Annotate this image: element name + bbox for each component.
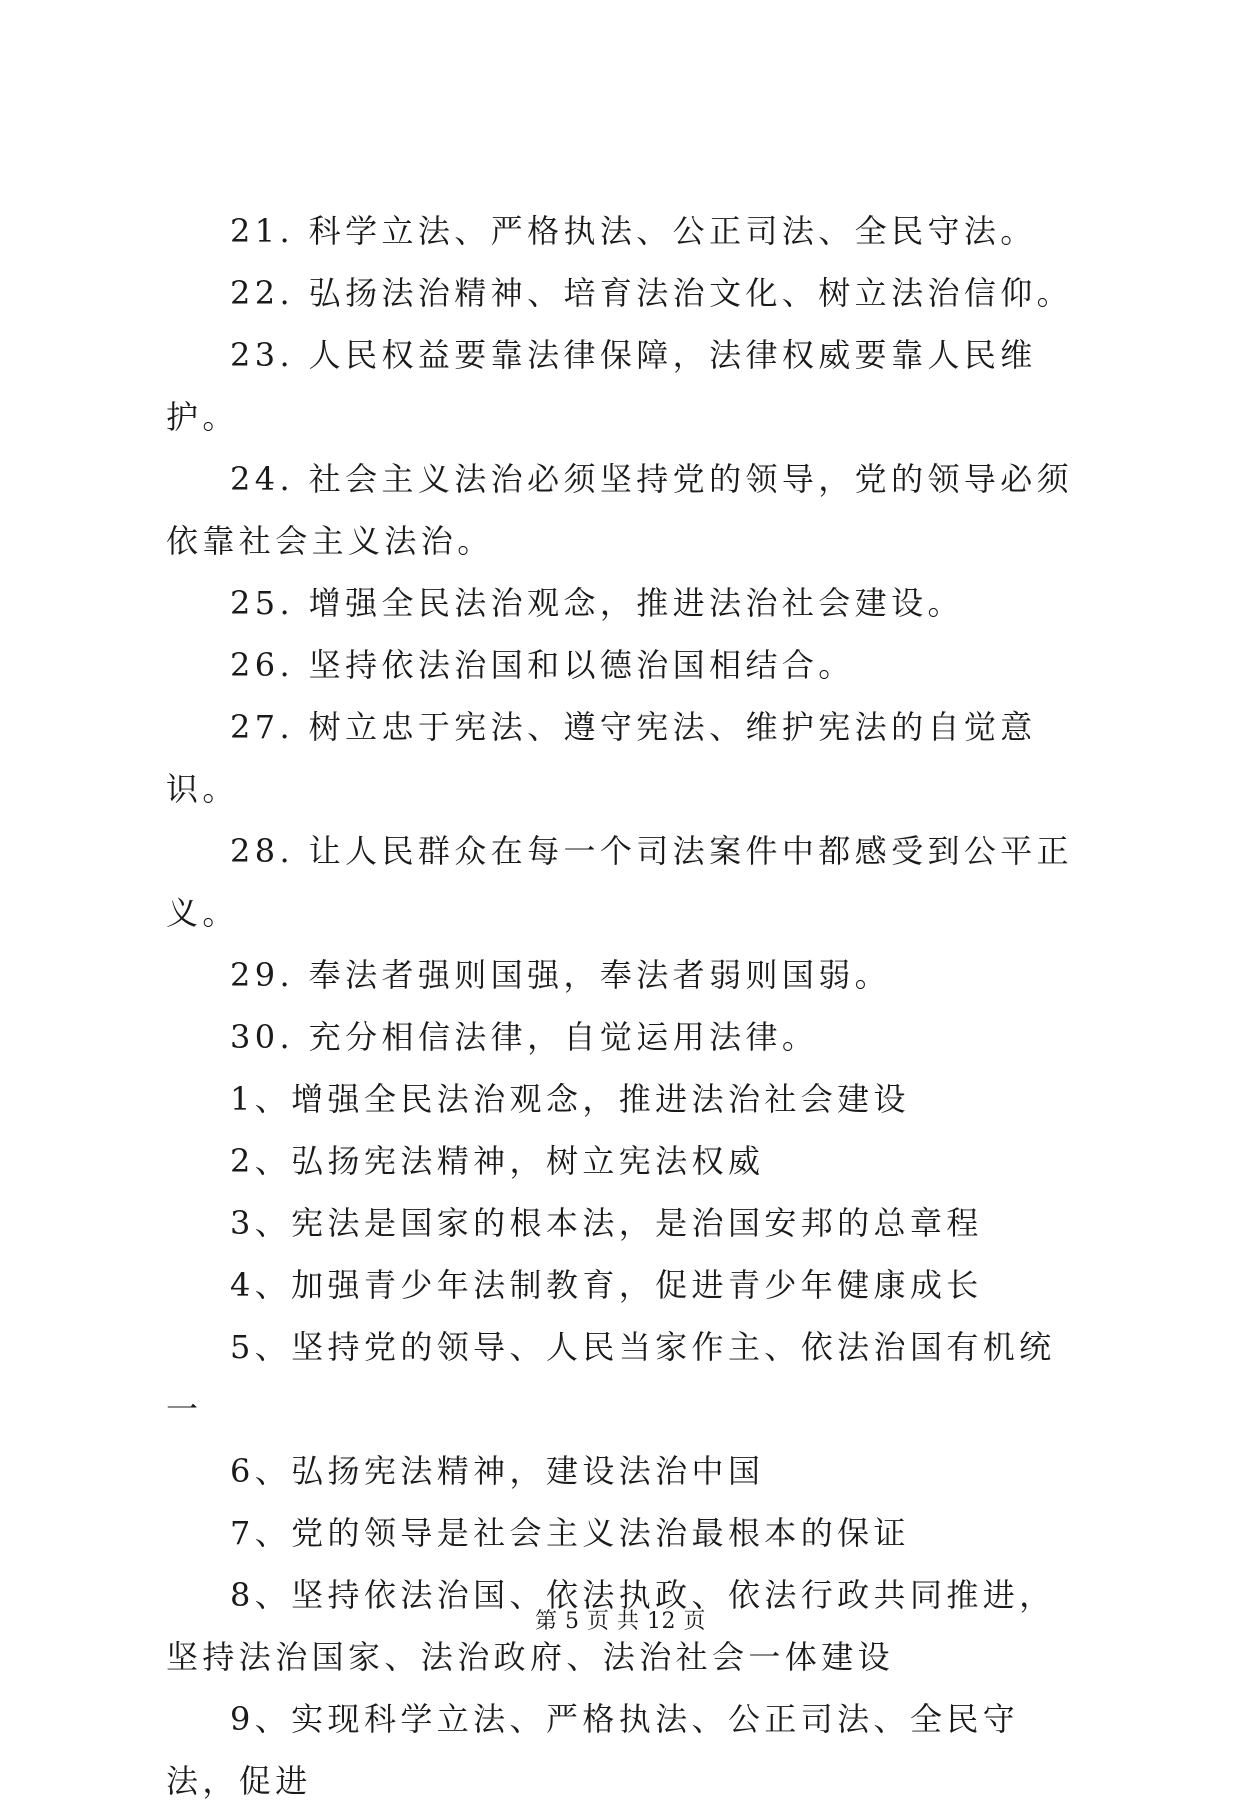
paragraph: 5、坚持党的领导、人民当家作主、依法治国有机统一 bbox=[166, 1328, 1056, 1428]
paragraph: 30. 充分相信法律，自觉运用法律。 bbox=[230, 1018, 819, 1056]
paragraph: 8、坚持依法治国、依法执政、依法行政共同推进，坚持法治国家、法治政府、法治社会一体建设 bbox=[166, 1576, 1056, 1676]
paragraph: 28. 让人民群众在每一个司法案件中都感受到公平正义。 bbox=[166, 832, 1074, 932]
paragraph: 4、加强青少年法制教育，促进青少年健康成长 bbox=[230, 1266, 983, 1304]
paragraph: 1、增强全民法治观念，推进法治社会建设 bbox=[230, 1080, 910, 1118]
document-body bbox=[166, 200, 1086, 1812]
paragraph: 3、宪法是国家的根本法，是治国安邦的总章程 bbox=[230, 1204, 983, 1242]
paragraph: 7、党的领导是社会主义法治最根本的保证 bbox=[230, 1514, 910, 1552]
paragraph: 22. 弘扬法治精神、培育法治文化、树立法治信仰。 bbox=[230, 274, 1074, 312]
paragraph: 25. 增强全民法治观念，推进法治社会建设。 bbox=[230, 584, 964, 622]
paragraph: 9、实现科学立法、严格执法、公正司法、全民守法，促进 bbox=[166, 1700, 1020, 1800]
paragraph: 29. 奉法者强则国强，奉法者弱则国弱。 bbox=[230, 956, 892, 994]
paragraph: 26. 坚持依法治国和以德治国相结合。 bbox=[230, 646, 855, 684]
paragraph: 21. 科学立法、严格执法、公正司法、全民守法。 bbox=[230, 212, 1037, 250]
paragraph: 24. 社会主义法治必须坚持党的领导，党的领导必须依靠社会主义法治。 bbox=[166, 460, 1074, 560]
page-footer bbox=[0, 1604, 1241, 1635]
paragraph: 6、弘扬宪法精神，建设法治中国 bbox=[230, 1452, 765, 1490]
page-number-label: 第 5 页 共 12 页 bbox=[535, 1609, 706, 1634]
paragraph: 27. 树立忠于宪法、遵守宪法、维护宪法的自觉意识。 bbox=[166, 708, 1037, 808]
paragraph: 23. 人民权益要靠法律保障，法律权威要靠人民维护。 bbox=[166, 336, 1037, 436]
paragraph: 2、弘扬宪法精神，树立宪法权威 bbox=[230, 1142, 765, 1180]
